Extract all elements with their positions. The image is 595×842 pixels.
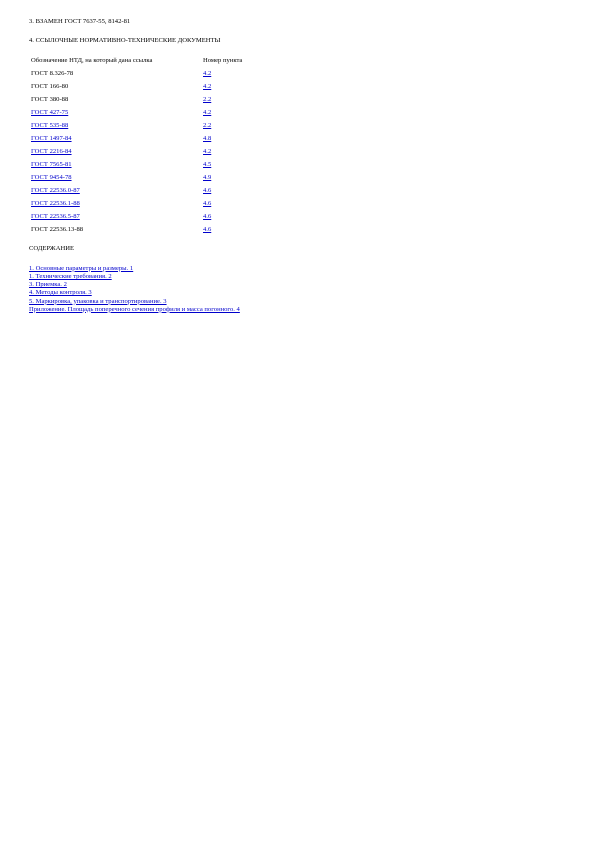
doc-link[interactable]: ГОСТ 427-75 — [31, 109, 69, 117]
doc-link[interactable]: ГОСТ 7565-81 — [31, 161, 72, 169]
table-row — [31, 81, 283, 94]
table-row — [31, 146, 283, 159]
cell-doc — [31, 172, 203, 185]
toc-link[interactable]: 1. Технические требования. 2 — [29, 272, 112, 280]
cell-item — [203, 159, 283, 172]
cell-doc — [31, 159, 203, 172]
table-row — [31, 133, 283, 146]
item-link[interactable]: 4.6 — [203, 226, 212, 234]
cell-item — [203, 68, 283, 81]
item-link[interactable]: 4.2 — [203, 83, 212, 91]
cell-doc — [31, 81, 203, 94]
doc-link[interactable]: ГОСТ 2216-84 — [31, 148, 72, 156]
references-table — [31, 55, 283, 237]
table-row — [31, 68, 283, 81]
doc-link[interactable]: ГОСТ 22536.0-87 — [31, 187, 80, 195]
cell-item — [203, 211, 283, 224]
item-link[interactable]: 4.2 — [203, 109, 212, 117]
cell-item — [203, 81, 283, 94]
doc-text: ГОСТ 8.326-78 — [31, 70, 74, 78]
table-row — [31, 198, 283, 211]
toc-link[interactable]: 1. Основные параметры и размеры. 1 — [29, 264, 134, 272]
table-header-row — [31, 55, 283, 68]
cell-item — [203, 224, 283, 237]
cell-item — [203, 120, 283, 133]
table-row — [31, 224, 283, 237]
table-row — [31, 107, 283, 120]
section-3-line: 3. ВЗАМЕН ГОСТ 7637-55, 8142-81 — [29, 18, 131, 25]
item-link[interactable]: 4.2 — [203, 148, 212, 156]
cell-doc — [31, 107, 203, 120]
toc-link[interactable]: 3. Приемка. 2 — [29, 281, 67, 289]
item-link[interactable]: 4.5 — [203, 161, 212, 169]
cell-doc — [31, 224, 203, 237]
doc-link[interactable]: ГОСТ 22536.1-88 — [31, 200, 80, 208]
cell-item — [203, 198, 283, 211]
table-row — [31, 185, 283, 198]
cell-item — [203, 185, 283, 198]
cell-item — [203, 146, 283, 159]
doc-link[interactable]: ГОСТ 9454-78 — [31, 174, 72, 182]
cell-item — [203, 107, 283, 120]
document-page — [29, 18, 569, 314]
table-row — [31, 211, 283, 224]
doc-text: ГОСТ 22536.13-88 — [31, 226, 84, 234]
cell-doc — [31, 211, 203, 224]
cell-doc — [31, 133, 203, 146]
item-link[interactable]: 4.6 — [203, 213, 212, 221]
cell-item — [203, 172, 283, 185]
doc-link[interactable]: ГОСТ 535-88 — [31, 122, 69, 130]
item-link[interactable]: 4.2 — [203, 70, 212, 78]
column-header-doc: Обозначение НТД, на который дана ссылка — [31, 57, 153, 65]
doc-link[interactable]: ГОСТ 22536.5-87 — [31, 213, 80, 221]
cell-item — [203, 133, 283, 146]
toc-link[interactable]: 4. Методы контроля. 3 — [29, 289, 92, 297]
table-row — [31, 94, 283, 107]
item-link[interactable]: 2.2 — [203, 122, 212, 130]
cell-doc — [31, 146, 203, 159]
cell-doc — [31, 185, 203, 198]
item-link[interactable]: 4.8 — [203, 135, 212, 143]
doc-link[interactable]: ГОСТ 1497-84 — [31, 135, 72, 143]
toc-heading: СОДЕРЖАНИЕ — [29, 244, 75, 252]
doc-text: ГОСТ 380-88 — [31, 96, 69, 104]
cell-item — [203, 94, 283, 107]
doc-text: ГОСТ 166-80 — [31, 83, 69, 91]
column-header-item: Номер пункта — [203, 57, 243, 65]
item-link[interactable]: 4.6 — [203, 187, 212, 195]
table-row — [31, 120, 283, 133]
item-link[interactable]: 2.2 — [203, 96, 212, 104]
section-4-heading: 4. ССЫЛОЧНЫЕ НОРМАТИВНО-ТЕХНИЧЕСКИЕ ДОКУМЕНТЫ — [29, 36, 221, 44]
table-row — [31, 172, 283, 185]
item-link[interactable]: 4.9 — [203, 174, 212, 182]
toc-link[interactable]: Приложение. Площадь поперечного сечения профиля и масса погонного. 4 — [29, 305, 240, 313]
cell-doc — [31, 94, 203, 107]
toc-link[interactable]: 5. Маркировка, упаковка и транспортирование. 3 — [29, 297, 167, 305]
toc-list — [29, 265, 569, 314]
cell-doc — [31, 198, 203, 211]
item-link[interactable]: 4.6 — [203, 200, 212, 208]
cell-doc — [31, 120, 203, 133]
table-row — [31, 159, 283, 172]
cell-doc — [31, 68, 203, 81]
